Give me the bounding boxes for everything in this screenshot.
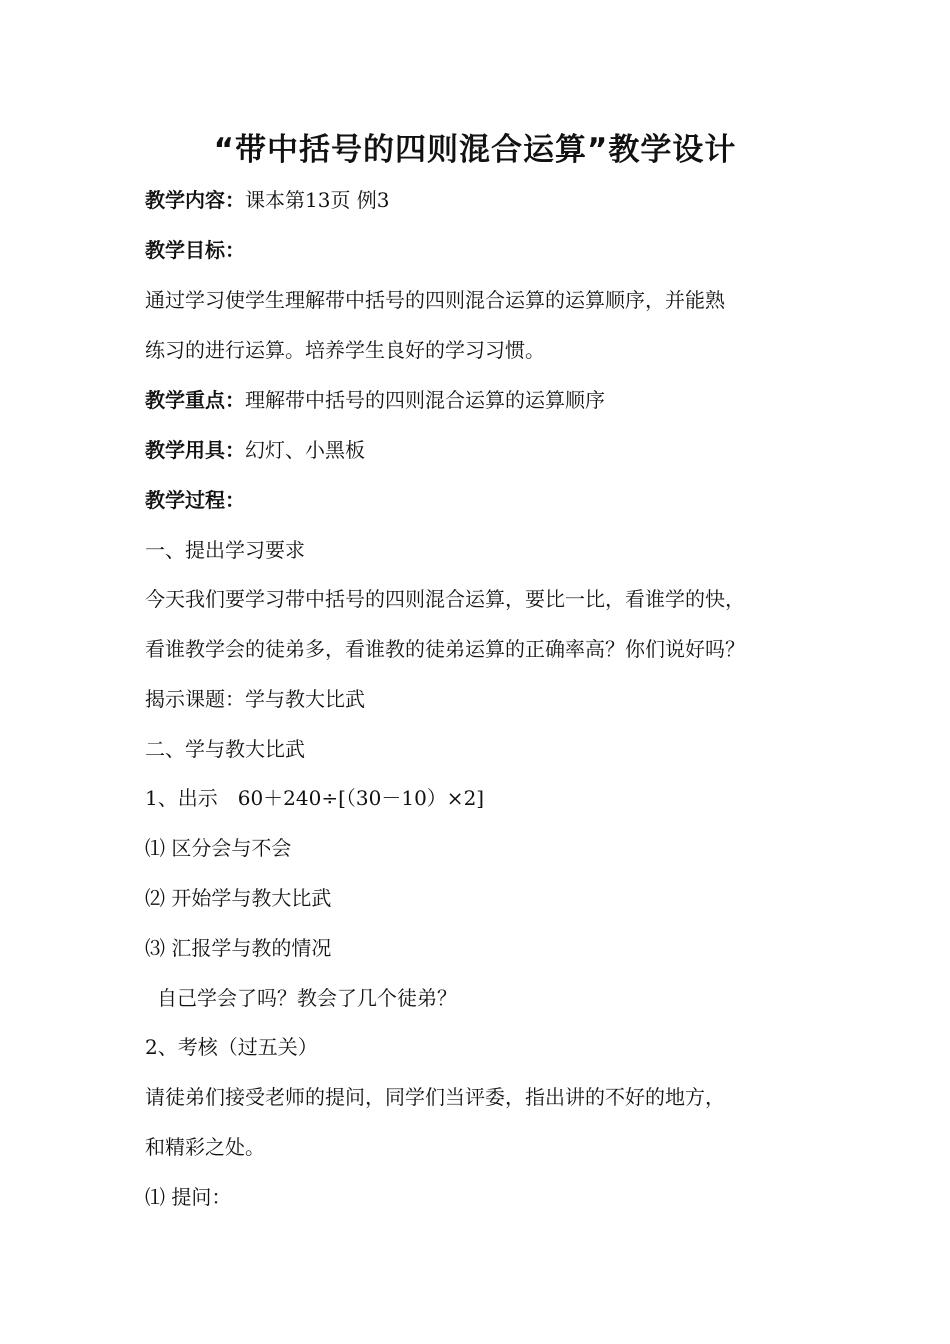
sub-item-4: ⑴ 提问： [145,1185,232,1209]
content-line [145,185,390,215]
goal-label-line [145,235,245,265]
tools-label: 教学用具： [145,438,245,462]
content-value: 课本第13页 例3 [245,188,390,212]
key-line [145,385,605,415]
para-1-line-3: 揭示课题：学与教大比武 [145,687,365,711]
document-title: “带中括号的四则混合运算”教学设计 [213,132,737,168]
process-label-line [145,485,245,515]
key-label: 教学重点： [145,388,245,412]
sub-item-2: ⑵ 开始学与教大比武 [145,886,332,910]
sub-item-1: ⑴ 区分会与不会 [145,836,292,860]
sub-item-3-note: 自己学会了吗？教会了几个徒弟？ [157,986,457,1010]
para-1-line-1: 今天我们要学习带中括号的四则混合运算，要比一比，看谁学的快， [145,587,745,611]
tools-line [145,435,365,465]
content-label: 教学内容： [145,188,245,212]
para-2-line-1: 请徒弟们接受老师的提问，同学们当评委，指出讲的不好的地方， [145,1085,725,1109]
para-1-line-2: 看谁教学会的徒弟多，看谁教的徒弟运算的正确率高？你们说好吗？ [145,637,745,661]
section-1-heading: 一、提出学习要求 [145,538,305,562]
sub-item-3: ⑶ 汇报学与教的情况 [145,936,332,960]
section-2-heading: 二、学与教大比武 [145,737,305,761]
process-label: 教学过程： [145,488,245,512]
para-2-line-2: 和精彩之处。 [145,1135,265,1159]
item-2: 2、考核（过五关） [145,1035,318,1059]
key-value: 理解带中括号的四则混合运算的运算顺序 [245,388,605,412]
tools-value: 幻灯、小黑板 [245,438,365,462]
item-1: 1、出示 60＋240÷[（30－10）×2] [145,786,485,810]
goal-line-1: 通过学习使学生理解带中括号的四则混合运算的运算顺序，并能熟 [145,288,725,312]
goal-line-2: 练习的进行运算。培养学生良好的学习习惯。 [145,338,545,362]
goal-label: 教学目标： [145,238,245,262]
